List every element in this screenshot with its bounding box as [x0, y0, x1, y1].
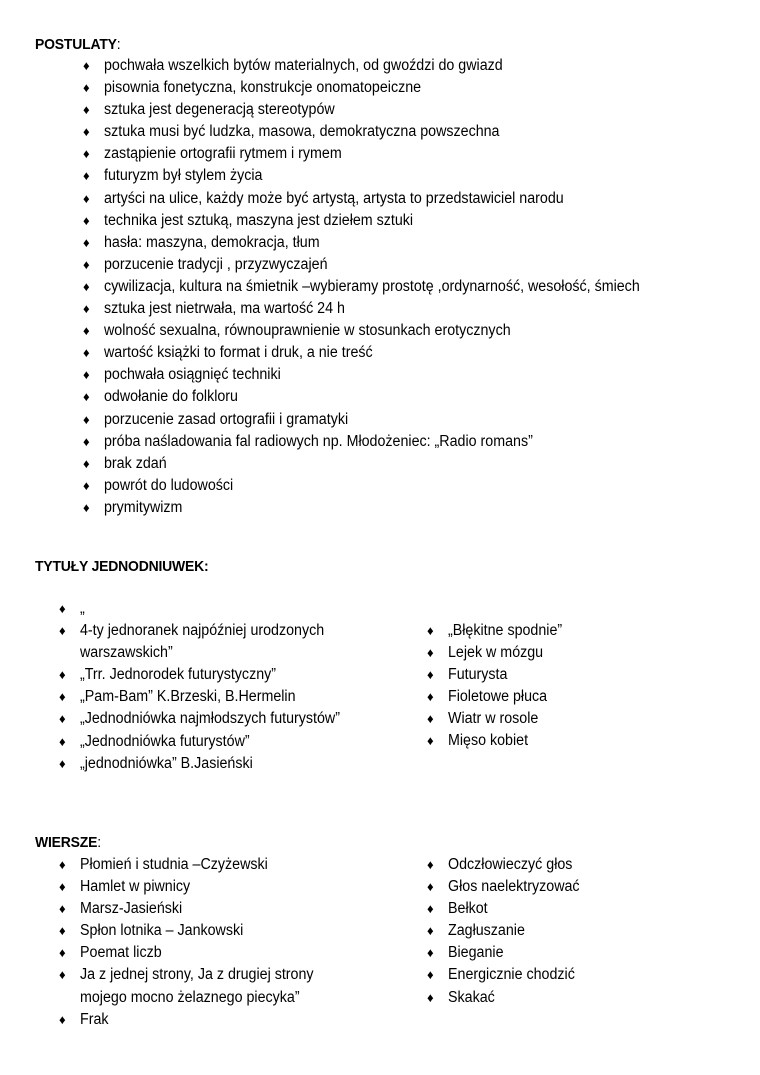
- diamond-bullet-icon: ♦: [427, 645, 434, 661]
- diamond-bullet-icon: ♦: [427, 689, 434, 705]
- list-item-text: powrót do ludowości: [104, 476, 234, 494]
- list-item-line: „Jednodniówka najmłodszych futurystów”: [80, 710, 340, 728]
- list-item: [0, 232, 686, 254]
- diamond-bullet-icon: ♦: [59, 689, 66, 705]
- list-item: [0, 497, 686, 519]
- list-item: [427, 876, 727, 898]
- list-item-text: odwołanie do folkloru: [104, 388, 238, 406]
- list-item-text: „Błękitne spodnie”: [448, 622, 563, 639]
- diamond-bullet-icon: ♦: [59, 601, 66, 616]
- list-item-text: [80, 620, 324, 664]
- list-item: [59, 876, 389, 898]
- diamond-bullet-icon: ♦: [59, 857, 66, 872]
- list-item-text: cywilizacja, kultura na śmietnik –wybieramy prostotę ,ordynarność, wesołość, śmiech: [104, 277, 640, 295]
- list-item: [59, 942, 389, 964]
- diamond-bullet-icon: ♦: [59, 711, 66, 727]
- list-item: [427, 854, 727, 876]
- diamond-bullet-icon: ♦: [83, 234, 90, 250]
- list-item: [59, 731, 389, 753]
- diamond-bullet-icon: ♦: [427, 667, 434, 683]
- list-item-line: „Trr. Jednorodek futurystyczny”: [80, 666, 277, 684]
- list-item-text: futuryzm był stylem życia: [104, 167, 263, 185]
- list-item: [0, 143, 686, 165]
- diamond-bullet-icon: ♦: [83, 212, 90, 228]
- diamond-bullet-icon: ♦: [59, 879, 66, 895]
- list-item-text: sztuka musi być ludzka, masowa, demokratyczna powszechna: [104, 123, 500, 141]
- list-item-line: Spłon lotnika – Jankowski: [80, 922, 244, 940]
- list-item-text: [80, 876, 190, 898]
- list-item: [0, 210, 686, 232]
- tytuly-left-list: [59, 598, 389, 775]
- list-item: [427, 642, 727, 664]
- list-item-text: wartość książki to format i druk, a nie treść: [104, 344, 373, 362]
- wiersze-left-list: [59, 854, 389, 1031]
- list-item-text: prymitywizm: [104, 498, 183, 516]
- list-item-line-continuation: warszawskich”: [80, 644, 173, 662]
- diamond-bullet-icon: ♦: [83, 80, 90, 96]
- list-item-line: „Pam-Bam” K.Brzeski, B.Hermelin: [80, 688, 296, 706]
- list-item: [59, 898, 389, 920]
- list-item-text: brak zdań: [104, 454, 167, 472]
- list-item-text: zastąpienie ortografii rytmem i rymem: [104, 145, 342, 163]
- list-item: [59, 854, 389, 876]
- list-item: [0, 254, 686, 276]
- list-item-text: porzucenie zasad ortografii i gramatyki: [104, 410, 349, 428]
- list-item-text: pochwała wszelkich bytów materialnych, od gwoździ do gwiazd: [104, 57, 503, 74]
- list-item-line-continuation: mojego mocno żelaznego piecyka”: [80, 988, 300, 1006]
- list-item-text: technika jest sztuką, maszyna jest dziełem sztuki: [104, 211, 414, 229]
- diamond-bullet-icon: ♦: [83, 256, 90, 272]
- diamond-bullet-icon: ♦: [427, 857, 434, 872]
- list-item: [0, 453, 686, 475]
- diamond-bullet-icon: ♦: [83, 58, 90, 73]
- postulaty-heading-colon: :: [116, 36, 121, 53]
- diamond-bullet-icon: ♦: [427, 711, 434, 727]
- diamond-bullet-icon: ♦: [83, 389, 90, 405]
- list-item-text: hasła: maszyna, demokracja, tłum: [104, 233, 320, 251]
- diamond-bullet-icon: ♦: [83, 146, 90, 162]
- list-item: [427, 730, 727, 752]
- list-item: [0, 121, 686, 143]
- list-item-text: [80, 753, 253, 775]
- list-item-text: Lejek w mózgu: [448, 644, 544, 662]
- diamond-bullet-icon: ♦: [427, 733, 434, 749]
- list-item-line: „jednodniówka” B.Jasieński: [80, 754, 253, 772]
- list-item-line: Hamlet w piwnicy: [80, 878, 191, 896]
- list-item: [0, 77, 686, 99]
- diamond-bullet-icon: ♦: [427, 623, 434, 638]
- list-item: [0, 409, 686, 431]
- list-item-text: Energicznie chodzić: [448, 966, 575, 984]
- list-item: [427, 664, 727, 686]
- list-item-text: Zagłuszanie: [448, 922, 525, 940]
- diamond-bullet-icon: ♦: [83, 499, 90, 515]
- diamond-bullet-icon: ♦: [83, 278, 90, 294]
- diamond-bullet-icon: ♦: [83, 455, 90, 471]
- list-item: [0, 165, 686, 187]
- list-item: [59, 664, 389, 686]
- list-item: [427, 620, 727, 642]
- list-item-text: [80, 854, 268, 876]
- list-item-line: Poemat liczb: [80, 944, 162, 962]
- list-item: [59, 708, 389, 730]
- diamond-bullet-icon: ♦: [59, 923, 66, 939]
- diamond-bullet-icon: ♦: [427, 923, 434, 939]
- list-item: [427, 920, 727, 942]
- list-item-text: Skakać: [448, 988, 495, 1006]
- list-item-text: [80, 598, 85, 620]
- list-item-text: Fioletowe płuca: [448, 688, 548, 706]
- list-item: [0, 99, 686, 121]
- list-item-text: [80, 664, 276, 686]
- tytuly-heading-text: TYTUŁY JEDNODNIUWEK:: [35, 558, 209, 575]
- list-item-line: Ja z jednej strony, Ja z drugiej strony: [80, 966, 314, 984]
- diamond-bullet-icon: ♦: [59, 967, 66, 983]
- diamond-bullet-icon: ♦: [59, 945, 66, 961]
- list-item: [59, 620, 389, 664]
- list-item-text: [80, 686, 296, 708]
- list-item-text: Futurysta: [448, 666, 508, 684]
- wiersze-heading-colon: :: [97, 834, 101, 851]
- list-item-text: Bełkot: [448, 900, 488, 918]
- list-item: [427, 898, 727, 920]
- list-item: [59, 964, 389, 1008]
- list-item: [0, 386, 686, 408]
- list-item: [0, 320, 686, 342]
- list-item-text: pochwała osiągnięć techniki: [104, 366, 281, 384]
- list-item-text: Mięso kobiet: [448, 732, 529, 750]
- list-item-line: Frak: [80, 1010, 109, 1028]
- diamond-bullet-icon: ♦: [83, 345, 90, 361]
- diamond-bullet-icon: ♦: [83, 124, 90, 140]
- list-item-text: [80, 942, 162, 964]
- list-item: [59, 598, 389, 620]
- diamond-bullet-icon: ♦: [59, 667, 66, 683]
- list-item-text: [80, 1009, 109, 1031]
- diamond-bullet-icon: ♦: [83, 323, 90, 339]
- list-item-text: artyści na ulice, każdy może być artystą, artysta to przedstawiciel narodu: [104, 189, 564, 207]
- tytuly-right-list: [427, 620, 727, 753]
- list-item-text: Bieganie: [448, 944, 504, 962]
- diamond-bullet-icon: ♦: [83, 168, 90, 184]
- list-item-text: Wiatr w rosole: [448, 710, 539, 728]
- list-item: [0, 188, 686, 210]
- diamond-bullet-icon: ♦: [59, 755, 66, 771]
- list-item: [59, 1009, 389, 1031]
- wiersze-heading: [35, 834, 101, 851]
- list-item-line: „: [80, 600, 85, 617]
- wiersze-heading-text: WIERSZE: [35, 834, 98, 851]
- list-item: [59, 920, 389, 942]
- diamond-bullet-icon: ♦: [83, 411, 90, 427]
- list-item-line: Płomień i studnia –Czyżewski: [80, 856, 268, 873]
- diamond-bullet-icon: ♦: [83, 367, 90, 383]
- diamond-bullet-icon: ♦: [59, 733, 66, 749]
- wiersze-right-list: [427, 854, 727, 1009]
- postulaty-list: [0, 55, 686, 519]
- list-item-text: wolność sexualna, równouprawnienie w stosunkach erotycznych: [104, 322, 511, 340]
- postulaty-heading: [35, 36, 120, 53]
- list-item: [0, 276, 686, 298]
- list-item: [427, 686, 727, 708]
- list-item-text: sztuka jest degeneracją stereotypów: [104, 101, 335, 119]
- diamond-bullet-icon: ♦: [427, 879, 434, 895]
- list-item: [59, 753, 389, 775]
- list-item: [427, 964, 727, 986]
- tytuly-heading: [35, 558, 209, 575]
- list-item-text: [80, 920, 243, 942]
- diamond-bullet-icon: ♦: [59, 1011, 66, 1027]
- list-item: [427, 942, 727, 964]
- diamond-bullet-icon: ♦: [59, 623, 66, 639]
- list-item-text: pisownia fonetyczna, konstrukcje onomatopeiczne: [104, 79, 422, 97]
- list-item: [59, 686, 389, 708]
- list-item-text: porzucenie tradycji , przyzwyczajeń: [104, 255, 328, 273]
- list-item: [0, 55, 686, 77]
- list-item: [0, 475, 686, 497]
- diamond-bullet-icon: ♦: [83, 102, 90, 118]
- diamond-bullet-icon: ♦: [427, 901, 434, 917]
- list-item-text: [80, 964, 314, 1008]
- list-item-text: próba naśladowania fal radiowych np. Młodożeniec: „Radio romans”: [104, 432, 533, 450]
- diamond-bullet-icon: ♦: [427, 945, 434, 961]
- diamond-bullet-icon: ♦: [83, 190, 90, 206]
- list-item: [427, 708, 727, 730]
- list-item: [0, 342, 686, 364]
- diamond-bullet-icon: ♦: [427, 989, 434, 1005]
- diamond-bullet-icon: ♦: [59, 901, 66, 917]
- list-item-text: [80, 731, 250, 753]
- list-item-line: „Jednodniówka futurystów”: [80, 732, 250, 750]
- list-item: [0, 298, 686, 320]
- list-item-text: sztuka jest nietrwała, ma wartość 24 h: [104, 300, 345, 318]
- list-item-text: [80, 708, 340, 730]
- diamond-bullet-icon: ♦: [83, 433, 90, 449]
- list-item-line: 4-ty jednoranek najpóźniej urodzonych: [80, 622, 325, 640]
- diamond-bullet-icon: ♦: [83, 301, 90, 317]
- list-item: [0, 364, 686, 386]
- list-item: [427, 987, 727, 1009]
- diamond-bullet-icon: ♦: [427, 967, 434, 983]
- diamond-bullet-icon: ♦: [83, 477, 90, 493]
- list-item-text: Odczłowieczyć głos: [448, 856, 573, 873]
- postulaty-heading-text: POSTULATY: [35, 36, 117, 53]
- list-item-line: Marsz-Jasieński: [80, 900, 183, 918]
- list-item-text: Głos naelektryzować: [448, 878, 580, 896]
- list-item: [0, 431, 686, 453]
- list-item-text: [80, 898, 182, 920]
